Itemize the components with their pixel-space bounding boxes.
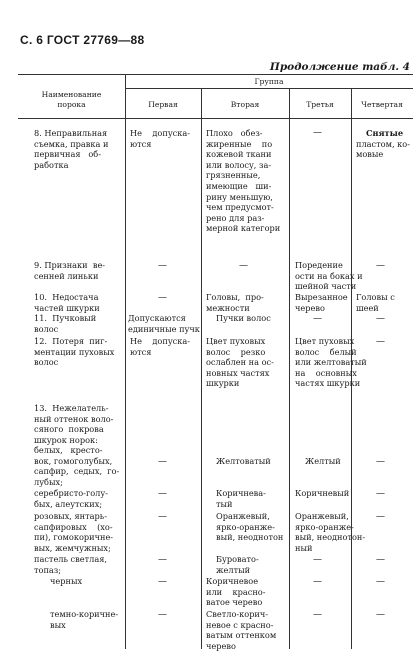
row13-sub5-g2: Коричневое или красно- ватое черево [206,576,266,608]
row13-sub4: пастель светлая, топаз; [34,554,107,575]
row8-g4-line1: Снятые [366,128,404,138]
row8-g3-dash: — [313,128,322,138]
row13-sub6-g4-dash: — [376,610,385,620]
row12-g4-dash: — [376,337,385,347]
row13-sub3-g3: Оранжевый, ярко-оранже- вый, неоднотон- ный [295,511,366,553]
row9-g3: Поредение ости на боках и шейной части [295,260,363,292]
row13-sub2-g3: Коричневый [295,488,350,498]
row13-sub3-g1-dash: — [158,512,167,522]
row13-sub4-g2: Буровато- желтый [216,554,259,575]
row13-sub5: черных [50,576,83,586]
row11-defect: 11. Пучковый волос [34,313,97,334]
page-header: С. 6 ГОСТ 27769—88 [20,33,145,47]
col-divider-1 [125,74,126,649]
row8-defect: 8. Неправильная съемка, правка и первичная об- работка [34,128,109,170]
row13-sub6: темно-коричне- вых [50,609,119,630]
col-header-g1: Первая [148,100,178,109]
col-header-g2: Вторая [230,100,260,109]
row13-sub1: белых, кресто- вок, гомоголубых, сапфир, седых, го- лубых; [34,445,120,487]
row13-sub6-g3-dash: — [313,610,322,620]
row10-g3: Вырезанное черево [295,292,348,313]
row13-sub4-g4-dash: — [376,555,385,565]
col-header-group: Группа [254,77,284,86]
row13-sub4-g3-dash: — [313,555,322,565]
row8-g4-line2: пластом, ко- мовые [356,138,410,160]
col-divider-3 [289,88,290,649]
table-top-border [18,74,413,75]
defects-table [18,74,413,649]
row8-g1: Не допуска- ются [130,128,190,149]
row13-sub3-g4-dash: — [376,512,385,522]
row13-sub2: серебристо-голу- бых, алеутских; [34,488,108,509]
row11-g1: Допускаются единичные пучк [128,313,200,334]
row12-g3: Цвет пуховых волос белый или желтоватый на основных частях шкурки [295,336,367,389]
row13-intro: 13. Нежелатель- ный оттенок воло- сяного покрова шкурок норок: [34,403,114,445]
row13-sub5-g3-dash: — [313,577,322,587]
col-header-g3: Третья [306,100,334,109]
row13-sub6-g1-dash: — [158,610,167,620]
group-header-underline [125,88,413,89]
row13-sub5-g1-dash: — [158,577,167,587]
row12-g2: Цвет пуховых волос резко ослаблен на ос- новных частях шкурки [206,336,274,389]
row11-g4-dash: — [376,314,385,324]
row9-defect: 9. Признаки ве- сенней линьки [34,260,106,281]
continuation-label: Продолжение табл. 4 [269,61,410,73]
row13-sub2-g1-dash: — [158,489,167,499]
row8-g2: Плохо обез- жиренные по кожевой ткани или волосу, за- грязненные, имеющие ши- рину меньшую, чем предусмот- рено для раз- мерной категори [206,128,281,234]
row10-g4: Головы с шеей [356,292,395,313]
row13-sub5-g4-dash: — [376,577,385,587]
row9-g4-dash: — [376,261,385,271]
row13-sub2-g4-dash: — [376,489,385,499]
header-bottom-border [18,118,413,119]
row13-sub6-g2: Светло-корич- невое с красно- ватым оттенком черево [206,609,277,651]
row9-g2-dash: — [239,261,248,271]
row13-sub1-g4-dash: — [376,457,385,467]
row13-sub3-g2: Оранжевый, ярко-оранже- вый, неоднотон [216,511,284,543]
row9-g1-dash: — [158,261,167,271]
row13-sub1-g3: Желтый [305,456,341,466]
row11-g3-dash: — [313,314,322,324]
col-header-g4: Четвертая [361,100,403,109]
row13-sub2-g2: Коричнева- тый [216,488,266,509]
row11-g2: Пучки волос [216,313,271,323]
row10-g2: Головы, про- межности [206,292,264,313]
row13-sub4-g1-dash: — [158,555,167,565]
row13-sub1-g1-dash: — [158,457,167,467]
row13-sub1-g2: Желтоватый [216,456,271,466]
col-header-defect: Наименование порока [41,90,102,109]
row10-defect: 10. Недостача частей шкурки [34,292,100,313]
row10-g1-dash: — [158,293,167,303]
row13-sub3: розовых, янтарь- сапфировых (хо- пи), гомокоричне- вых, жемчужных; [34,511,114,553]
row12-defect: 12. Потеря пиг- ментации пуховых волос [34,336,115,368]
row12-g1: Не допуска- ются [130,336,190,357]
col-divider-2 [201,88,202,649]
